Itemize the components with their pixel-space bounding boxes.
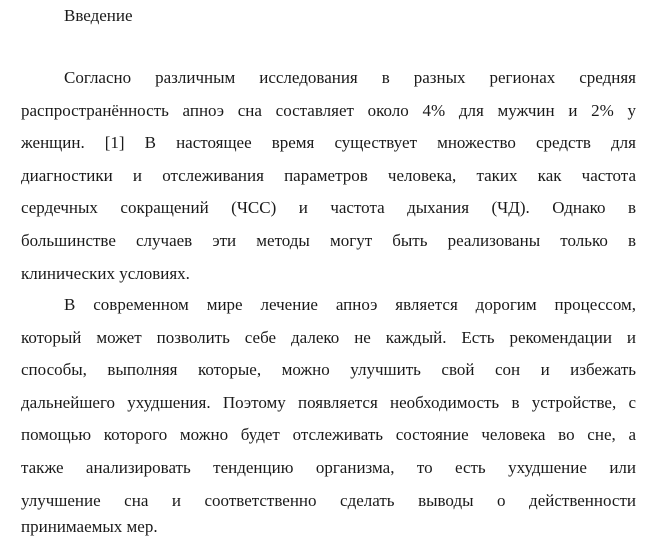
paragraph-line: женщин. [1] В настоящее время существует множество средств для <box>21 133 636 153</box>
paragraph-line: помощью которого можно будет отслеживать состояние человека во сне, а <box>21 425 636 445</box>
paragraph-line: также анализировать тенденцию организма, то есть ухудшение или <box>21 458 636 477</box>
paragraph-line: улучшение сна и соответственно сделать выводы о действенности <box>21 490 636 510</box>
paragraph-line: принимаемых мер. <box>21 517 158 536</box>
paragraph-line: способы, выполняя которые, можно улучшить свой сон и избежать <box>21 360 636 380</box>
paragraph-line: клинических условиях. <box>21 263 190 283</box>
paragraph-line: В современном мире лечение апноэ является дорогим процессом, <box>64 295 636 314</box>
paragraph-line: распространённость апноэ сна составляет около 4% для мужчин и 2% у <box>21 100 636 120</box>
paragraph-line: который может позволить себе далеко не каждый. Есть рекомендации и <box>21 327 636 347</box>
paragraph-line: сердечных сокращений (ЧСС) и частота дыхания (ЧД). Однако в <box>21 198 636 218</box>
paragraph-line: диагностики и отслеживания параметров человека, таких как частота <box>21 165 636 185</box>
paragraph-line: дальнейшего ухудшения. Поэтому появляется необходимость в устройстве, с <box>21 392 636 412</box>
section-heading: Введение <box>64 6 133 25</box>
paragraph-line: Согласно различным исследования в разных регионах средняя <box>64 68 636 87</box>
paragraph-line: большинстве случаев эти методы могут быть реализованы только в <box>21 231 636 250</box>
